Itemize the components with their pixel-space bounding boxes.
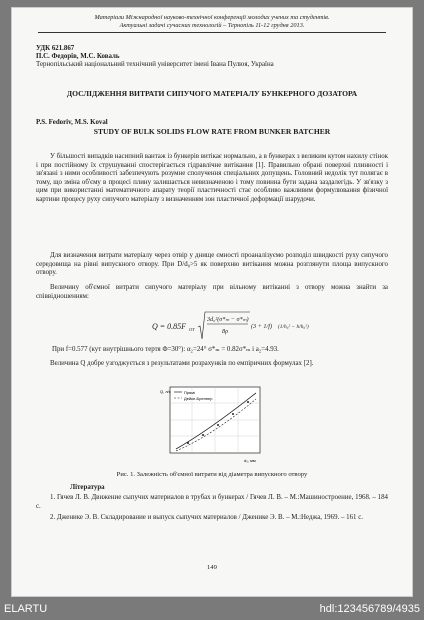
repository-footer [0,598,424,620]
paragraph-4: Величина Q добре узгоджується з результатами розрахунків по емпіричних формулах [2]. [50,360,314,367]
formula-denominator: 8ρ [222,328,229,335]
figure-caption: Рис. 1. Залежність об'ємної витрати від діаметра випускного отвору [116,471,308,478]
udk-code: УДК 621.867 [36,45,75,52]
conference-header-line2: Актуальні задачі сучасних технологій – Тернопіль 11-12 грудня 2013. [38,22,386,33]
flow-rate-formula [152,310,312,342]
formula-factor-1: (3 + 1/f) [251,323,273,330]
formula-lhs: Q = 0.85F [152,322,187,331]
formula-factor-2: (1/h₀² − h/h₀²) [278,324,309,330]
figure-xlabel: d₀, мм [244,458,256,463]
conference-header-line1: Матеріали Міжнародної науково-технічної конференції молодих учених та студентів. [94,14,330,21]
formula-lhs-sub: OT [189,327,195,332]
title-en: STUDY OF BULK SOLIDS FLOW RATE FROM BUNKER BATCHER [93,127,331,136]
reference-2: 2. Дженике Э. В. Складирование и выпуск сыпучих материалов / Дженике Э. В. – М.:Неджа, 1969. – 161 с. [50,514,363,521]
title-ua: ДОСЛІДЖЕННЯ ВИТРАТИ СИПУЧОГО МАТЕРІАЛУ БУНКЕРНОГО ДОЗАТОРА [66,89,358,98]
reference-1: 1. Гячев Л. В. Движение сыпучих материалов в трубах и бункерах / Гячев Л. В. – М.:Машиностроение, 1968. – 184 с. [36,494,388,510]
paragraph-2: Для визначення витрати матеріалу через отвір у днище ємності проаналізуємо розподіл швидкості руху сипучого середовища на рівні випускного отвору. При D/d₀>5 як поверхню витікання можна розглянути площа випускного отвору. [36,252,388,276]
formula-numerator: 3d₀²(σ*ₘ − σ*ₘ) [207,316,249,323]
authors-en: P.S. Fedoriv, M.S. Koval [36,119,108,126]
paragraph-3: Величину об'ємної витрати сипучого матеріалу при вільному витіканні з отвору можна знайти за співвідношенням: [36,284,388,300]
legend-item-1: Прямі [184,390,195,395]
formula-parameters: При f=0.577 (кут внутрішнього тертя Φ=30°): α₂=24° σ*ₘ = 0.82σ*ₘ і a₂=4.93. [52,346,279,353]
handle-link[interactable]: hdl:123456789/4935 [319,603,420,615]
legend-item-2: Дейке-Бреннер [184,396,213,401]
paragraph-1: У більшості випадків насипний вантаж із бункерів витікає нормально, а в бункерах з великим кутом нахилу стінок і при постійному їх струшуванні спостерігається гідравлічне витікання [1]. Правильно обрані поверхні плинності і зв'язані з ними особливості забезпечують розумне сполучення спеціальних допущень. Головний недолік тут полягає в тому, що зміна об'єму в процесі плину залишається невизначеною і тому повинна бути задана заздалегідь. У зв'язку з цим при використанні математичного апарату теорії пластичності стає особливо важливим формулювання фізичної картини процесу руху сипучого матеріалу з визначенням зон пластичної деформації шарудочи. [36,153,388,203]
page-number: 149 [207,564,217,571]
authors-ua: П.С. Федорів, М.С. Коваль [36,53,120,60]
literature-heading: Література [70,484,105,491]
institution: Тернопільський національний технічний університет імені Івана Пулюя, Україна [36,61,274,68]
flow-rate-figure [158,383,268,465]
repository-name: ELARTU [4,603,48,615]
document-page [12,8,412,596]
figure-ylabel: Q, л/с [160,389,171,394]
